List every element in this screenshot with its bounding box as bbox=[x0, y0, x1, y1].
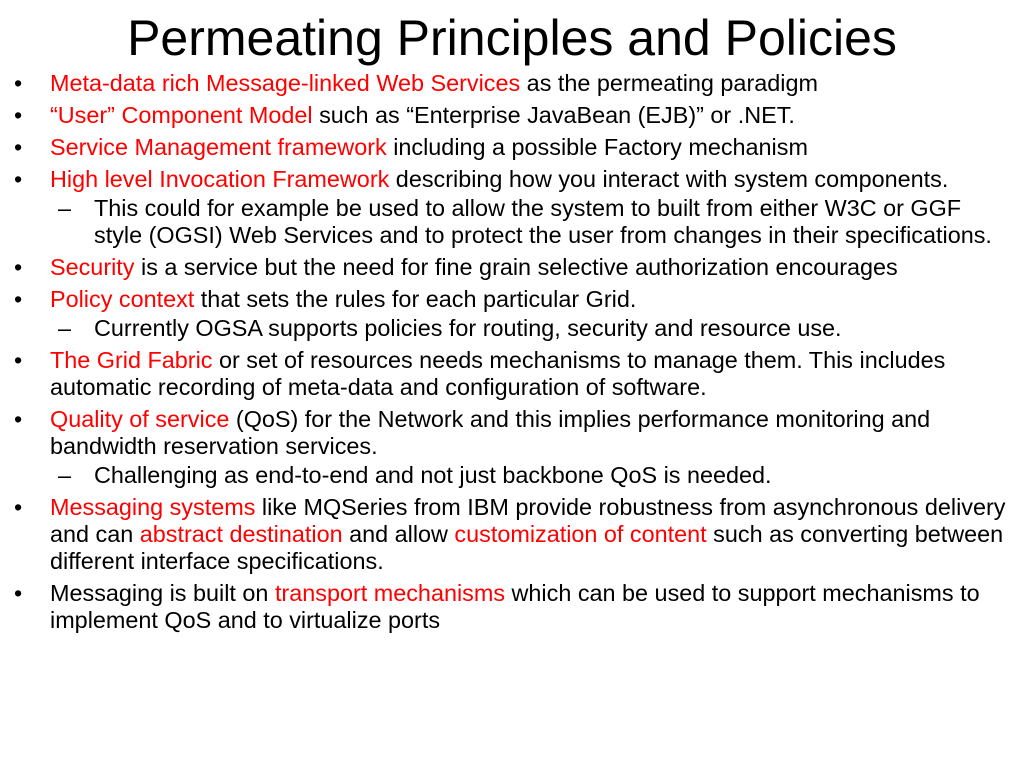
body-text: as the permeating paradigm bbox=[520, 70, 818, 96]
slide-title: Permeating Principles and Policies bbox=[127, 10, 897, 66]
body-text: which can be used to support mechanisms to implement QoS and to virtualize ports bbox=[50, 580, 980, 633]
dash-marker: – bbox=[58, 462, 72, 488]
bullet-item bbox=[0, 70, 1024, 97]
highlighted-text: Security bbox=[50, 254, 135, 280]
bullet-marker: • bbox=[14, 286, 23, 312]
body-text: Challenging as end-to-end and not just backbone QoS is needed. bbox=[94, 462, 772, 488]
dash-marker: – bbox=[58, 315, 72, 341]
body-text: or set of resources needs mechanisms to manage them. This includes automatic recording of meta-data and configuration of software. bbox=[50, 347, 946, 400]
bullet-marker: • bbox=[14, 70, 23, 96]
bullet-marker: • bbox=[14, 494, 23, 520]
highlighted-text: Policy context bbox=[50, 286, 195, 312]
highlighted-text: transport mechanisms bbox=[274, 580, 506, 606]
bullet-item bbox=[0, 347, 1024, 401]
bullet-marker: • bbox=[14, 580, 23, 606]
highlighted-text: customization of content bbox=[454, 521, 707, 547]
bullet-marker: • bbox=[14, 166, 23, 192]
body-text: like MQSeries from IBM provide robustness from asynchronous delivery and can bbox=[50, 494, 1006, 547]
highlighted-text: Service Management framework bbox=[50, 134, 387, 160]
bullet-marker: • bbox=[14, 406, 23, 432]
bullet-marker: • bbox=[14, 102, 23, 128]
body-text: such as converting between different interface specifications. bbox=[50, 521, 1004, 574]
body-text: Currently OGSA supports policies for routing, security and resource use. bbox=[94, 315, 842, 341]
body-text: including a possible Factory mechanism bbox=[386, 134, 808, 160]
highlighted-text: abstract destination bbox=[139, 521, 343, 547]
bullet-marker: • bbox=[14, 254, 23, 280]
body-text: such as “Enterprise JavaBean (EJB)” or .NET. bbox=[312, 102, 795, 128]
highlighted-text: High level Invocation Framework bbox=[50, 166, 390, 192]
sub-bullet-item bbox=[0, 462, 1024, 489]
highlighted-text: “User” Component Model bbox=[50, 102, 313, 128]
bullet-marker: • bbox=[14, 347, 23, 373]
bullet-item bbox=[0, 254, 1024, 281]
body-text: is a service but the need for fine grain selective authorization encourages bbox=[134, 254, 898, 280]
bullet-item bbox=[0, 494, 1024, 575]
sub-bullet-item bbox=[0, 195, 1024, 249]
bullet-item bbox=[0, 134, 1024, 161]
highlighted-text: Meta-data rich Message-linked Web Services bbox=[50, 70, 521, 96]
bullet-item bbox=[0, 406, 1024, 460]
body-text: Messaging is built on bbox=[50, 580, 275, 606]
highlighted-text: The Grid Fabric bbox=[50, 347, 213, 373]
body-text: describing how you interact with system components. bbox=[389, 166, 949, 192]
bullet-marker: • bbox=[14, 134, 23, 160]
dash-marker: – bbox=[58, 195, 72, 221]
sub-bullet-item bbox=[0, 315, 1024, 342]
bullet-item bbox=[0, 102, 1024, 129]
body-text: This could for example be used to allow the system to built from either W3C or GGF style (OGSI) Web Services and to protect the user from changes in their specifications. bbox=[94, 195, 992, 248]
body-text: that sets the rules for each particular Grid. bbox=[194, 286, 637, 312]
bullet-item bbox=[0, 580, 1024, 634]
highlighted-text: Messaging systems bbox=[50, 494, 256, 520]
bullet-list bbox=[0, 70, 1024, 639]
body-text: (QoS) for the Network and this implies performance monitoring and bandwidth reservation services. bbox=[50, 406, 931, 459]
bullet-item bbox=[0, 166, 1024, 193]
body-text: and allow bbox=[342, 521, 455, 547]
bullet-item bbox=[0, 286, 1024, 313]
highlighted-text: Quality of service bbox=[50, 406, 230, 432]
